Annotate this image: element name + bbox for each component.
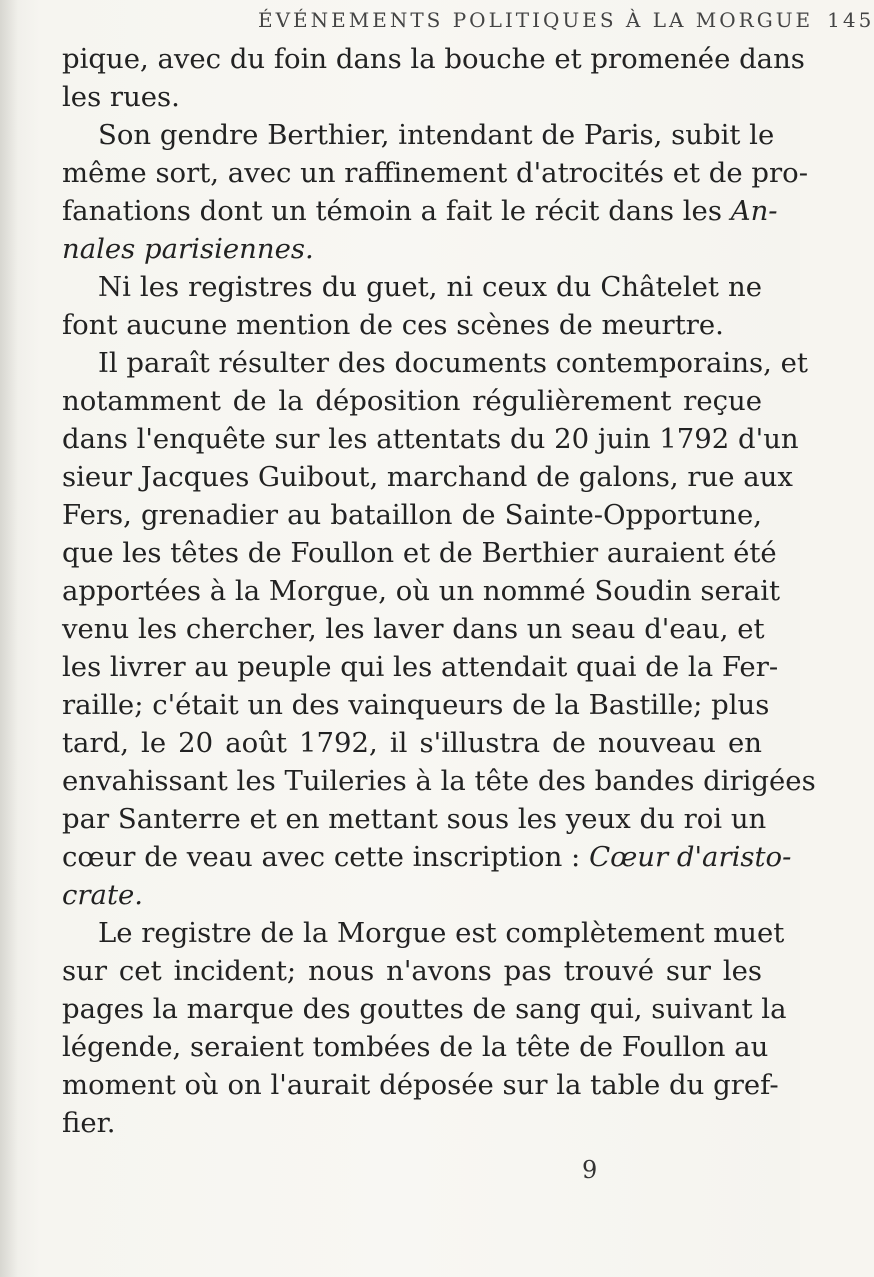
text-line: notamment de la déposition régulièrement reçue [62, 385, 762, 417]
running-head [258, 8, 874, 32]
page-number: 145 [827, 8, 874, 32]
italic-title: nales parisiennes. [62, 233, 314, 265]
text-line [62, 192, 778, 230]
text-line [62, 838, 792, 876]
text-segment: cœur de veau avec cette inscription : [62, 841, 581, 873]
text-line: envahissant les Tuileries à la tête des bandes dirigées [62, 765, 816, 797]
text-line: pique, avec du foin dans la bouche et promenée dans [62, 43, 805, 75]
text-line [62, 876, 762, 914]
body-text [62, 40, 816, 1142]
text-line: moment où on l'aurait déposée sur la table du gref- [62, 1069, 779, 1101]
text-line: apportées à la Morgue, où un nommé Soudin serait [62, 575, 781, 607]
text-line: dans l'enquête sur les attentats du 20 juin 1792 d'un [62, 423, 799, 455]
text-line: tard, le 20 août 1792, il s'illustra de nouveau en [62, 727, 762, 759]
text-line: Ni les registres du guet, ni ceux du Châtelet ne [98, 271, 762, 303]
text-line: raille; c'était un des vainqueurs de la Bastille; plus [62, 689, 770, 721]
text-line: fier. [62, 1107, 116, 1139]
text-line: par Santerre et en mettant sous les yeux du roi un [62, 803, 767, 835]
text-line: pages la marque des gouttes de sang qui, suivant la [62, 993, 787, 1025]
text-line [62, 230, 762, 268]
text-line: que les têtes de Foullon et de Berthier auraient été [62, 537, 777, 569]
text-line: sieur Jacques Guibout, marchand de galons, rue aux [62, 461, 793, 493]
text-line: Il paraît résulter des documents contemporains, et [98, 347, 808, 379]
text-line: Son gendre Berthier, intendant de Paris, subit le [98, 119, 775, 151]
page-gutter-shadow [0, 0, 18, 1277]
text-line: les rues. [62, 81, 180, 113]
text-line: venu les chercher, les laver dans un seau d'eau, et [62, 613, 765, 645]
italic-inscription: crate. [62, 879, 144, 911]
text-line: Le registre de la Morgue est complètement muet [98, 917, 785, 949]
text-line: légende, seraient tombées de la tête de Foullon au [62, 1031, 769, 1063]
text-line: Fers, grenadier au bataillon de Sainte-Opportune, [62, 499, 762, 531]
running-title: ÉVÉNEMENTS POLITIQUES À LA MORGUE [258, 8, 814, 32]
italic-inscription: Cœur d'aristo- [589, 841, 792, 873]
signature-mark: 9 [582, 1156, 598, 1184]
text-segment: fanations dont un témoin a fait le récit dans les [62, 195, 722, 227]
text-line: sur cet incident; nous n'avons pas trouvé sur les [62, 955, 762, 987]
text-line: même sort, avec un raffinement d'atrocités et de pro- [62, 157, 808, 189]
text-line: font aucune mention de ces scènes de meurtre. [62, 309, 724, 341]
italic-title: An- [730, 195, 778, 227]
text-line: les livrer au peuple qui les attendait quai de la Fer- [62, 651, 779, 683]
